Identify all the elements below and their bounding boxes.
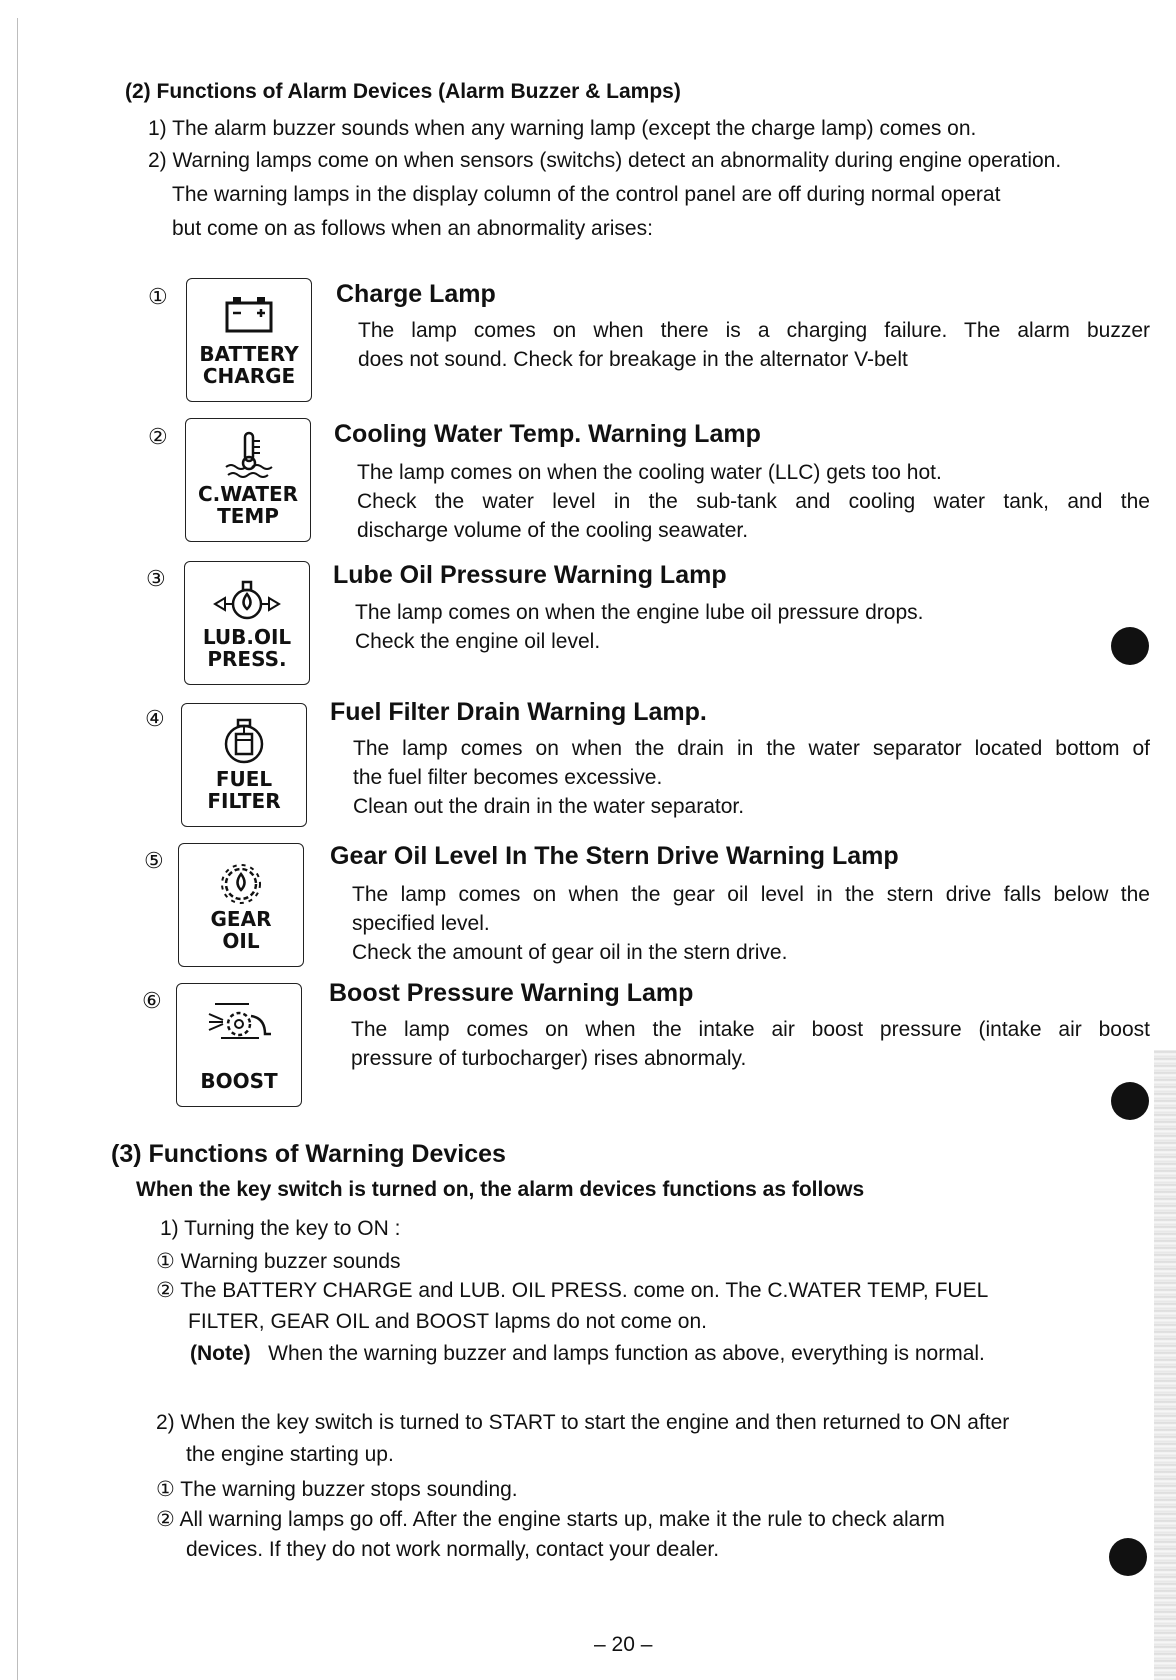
lamp-description-line: specified level. <box>352 912 490 935</box>
lamp-badge-fuel-filter <box>181 703 307 827</box>
lamp-description-line: Check the amount of gear oil in the stern drive. <box>352 941 788 964</box>
oil-can-pressure-icon <box>185 572 309 628</box>
section-3-subheading: When the key switch is turned on, the alarm devices functions as follows <box>136 1178 865 1201</box>
page-number: – 20 – <box>594 1633 653 1656</box>
lamp-title: Cooling Water Temp. Warning Lamp <box>334 420 761 448</box>
step-1-item-2-cont: FILTER, GEAR OIL and BOOST lapms do not come on. <box>188 1310 707 1333</box>
lamp-number: ③ <box>146 566 166 591</box>
lamp-title: Charge Lamp <box>336 280 496 308</box>
binding-hole-dot <box>1109 1538 1147 1576</box>
turbo-boost-icon <box>177 994 301 1050</box>
lamp-badge-battery-charge <box>186 278 312 402</box>
lamp-number: ⑤ <box>144 848 164 873</box>
lamp-title: Fuel Filter Drain Warning Lamp. <box>330 698 707 726</box>
lamp-number: ④ <box>145 706 165 731</box>
lamp-badge-c-water-temp <box>185 418 311 542</box>
lamp-number: ① <box>148 284 168 309</box>
lamp-description-line: Check the water level in the sub-tank and cooling water tank, and the <box>357 490 1150 513</box>
lamp-description <box>357 458 1150 545</box>
lamp-description-line: The lamp comes on when the intake air boost pressure (intake air boost <box>351 1018 1150 1041</box>
section-2-line-3: The warning lamps in the display column of the control panel are off during normal operat <box>172 183 1001 206</box>
step-2-cont: the engine starting up. <box>186 1443 394 1466</box>
lamp-label-line-2: CHARGE <box>202 364 296 388</box>
lamp-label-line-2: FILTER <box>207 789 281 813</box>
lamp-label-line-1: C.WATER <box>197 482 299 506</box>
gear-oil-icon <box>179 854 303 910</box>
section-2-heading: (2) Functions of Alarm Devices (Alarm Buzzer & Lamps) <box>125 80 681 103</box>
lamp-description-line: the fuel filter becomes excessive. <box>353 766 663 789</box>
battery-icon <box>187 289 311 345</box>
lamp-description-line: does not sound. Check for breakage in the alternator V-belt <box>358 348 908 371</box>
step-1-item-2: ② The BATTERY CHARGE and LUB. OIL PRESS. come on. The C.WATER TEMP, FUEL <box>156 1279 989 1302</box>
section-2-line-2: 2) Warning lamps come on when sensors (switchs) detect an abnormality during engine operation. <box>148 149 1062 172</box>
lamp-description <box>352 880 1150 967</box>
lamp-badge-lub-oil-press <box>184 561 310 685</box>
lamp-description-line: discharge volume of the cooling seawater. <box>357 519 749 542</box>
lamp-description <box>358 316 1150 374</box>
binding-hole-dot <box>1111 1082 1149 1120</box>
lamp-label-line-2: PRESS. <box>207 647 287 671</box>
lamp-description <box>351 1015 1150 1073</box>
lamp-title: Gear Oil Level In The Stern Drive Warning Lamp <box>330 842 899 870</box>
fuel-filter-icon <box>182 714 306 770</box>
lamp-label-line-2: OIL <box>222 929 260 953</box>
lamp-description-line: The lamp comes on when the cooling water (LLC) gets too hot. <box>357 461 942 484</box>
lamp-label-line-2: BOOST <box>200 1069 278 1093</box>
lamp-description-line: pressure of turbocharger) rises abnormaly. <box>351 1047 747 1070</box>
lamp-description-line: Clean out the drain in the water separator. <box>353 795 745 818</box>
step-2-item-2: ② All warning lamps go off. After the engine starts up, make it the rule to check alarm <box>156 1508 945 1531</box>
lamp-description-line: The lamp comes on when the drain in the water separator located bottom of <box>353 737 1150 760</box>
section-3-heading: (3) Functions of Warning Devices <box>111 1140 506 1168</box>
step-1: 1) Turning the key to ON : <box>160 1217 401 1240</box>
lamp-description-line: The lamp comes on when the gear oil level in the stern drive falls below the <box>352 883 1150 906</box>
step-2: 2) When the key switch is turned to START to start the engine and then returned to ON after <box>156 1411 1010 1434</box>
binding-hole-dot <box>1111 627 1149 665</box>
lamp-title: Lube Oil Pressure Warning Lamp <box>333 561 727 589</box>
section-2-line-1: 1) The alarm buzzer sounds when any warning lamp (except the charge lamp) comes on. <box>148 117 977 140</box>
note-text: When the warning buzzer and lamps function as above, everything is normal. <box>268 1342 985 1365</box>
lamp-label-line-1: BATTERY <box>199 342 299 366</box>
lamp-description <box>353 734 1150 821</box>
note-label: (Note) <box>190 1342 251 1365</box>
binding-line <box>17 18 18 1680</box>
lamp-description-line: The lamp comes on when there is a charging failure. The alarm buzzer <box>358 319 1150 342</box>
note <box>190 1341 985 1367</box>
step-1-item-1: ① Warning buzzer sounds <box>156 1250 401 1273</box>
lamp-badge-boost <box>176 983 302 1107</box>
lamp-badge-gear-oil <box>178 843 304 967</box>
section-2-line-4: but come on as follows when an abnormality arises: <box>172 217 653 240</box>
lamp-description <box>355 598 1150 656</box>
lamp-description-line: The lamp comes on when the engine lube oil pressure drops. <box>355 601 924 624</box>
lamp-number: ⑥ <box>142 988 162 1013</box>
scan-edge <box>1154 1050 1176 1680</box>
lamp-label-line-1: LUB.OIL <box>202 625 292 649</box>
lamp-label-line-1: FUEL <box>215 767 273 791</box>
lamp-label-line-1: GEAR <box>210 907 272 931</box>
lamp-label-line-2: TEMP <box>217 504 279 528</box>
lamp-title: Boost Pressure Warning Lamp <box>329 979 694 1007</box>
lamp-number: ② <box>148 424 168 449</box>
lamp-description-line: Check the engine oil level. <box>355 630 601 653</box>
step-2-item-1: ① The warning buzzer stops sounding. <box>156 1478 518 1501</box>
thermometer-water-icon <box>186 429 310 485</box>
step-2-item-2-cont: devices. If they do not work normally, contact your dealer. <box>186 1538 720 1561</box>
